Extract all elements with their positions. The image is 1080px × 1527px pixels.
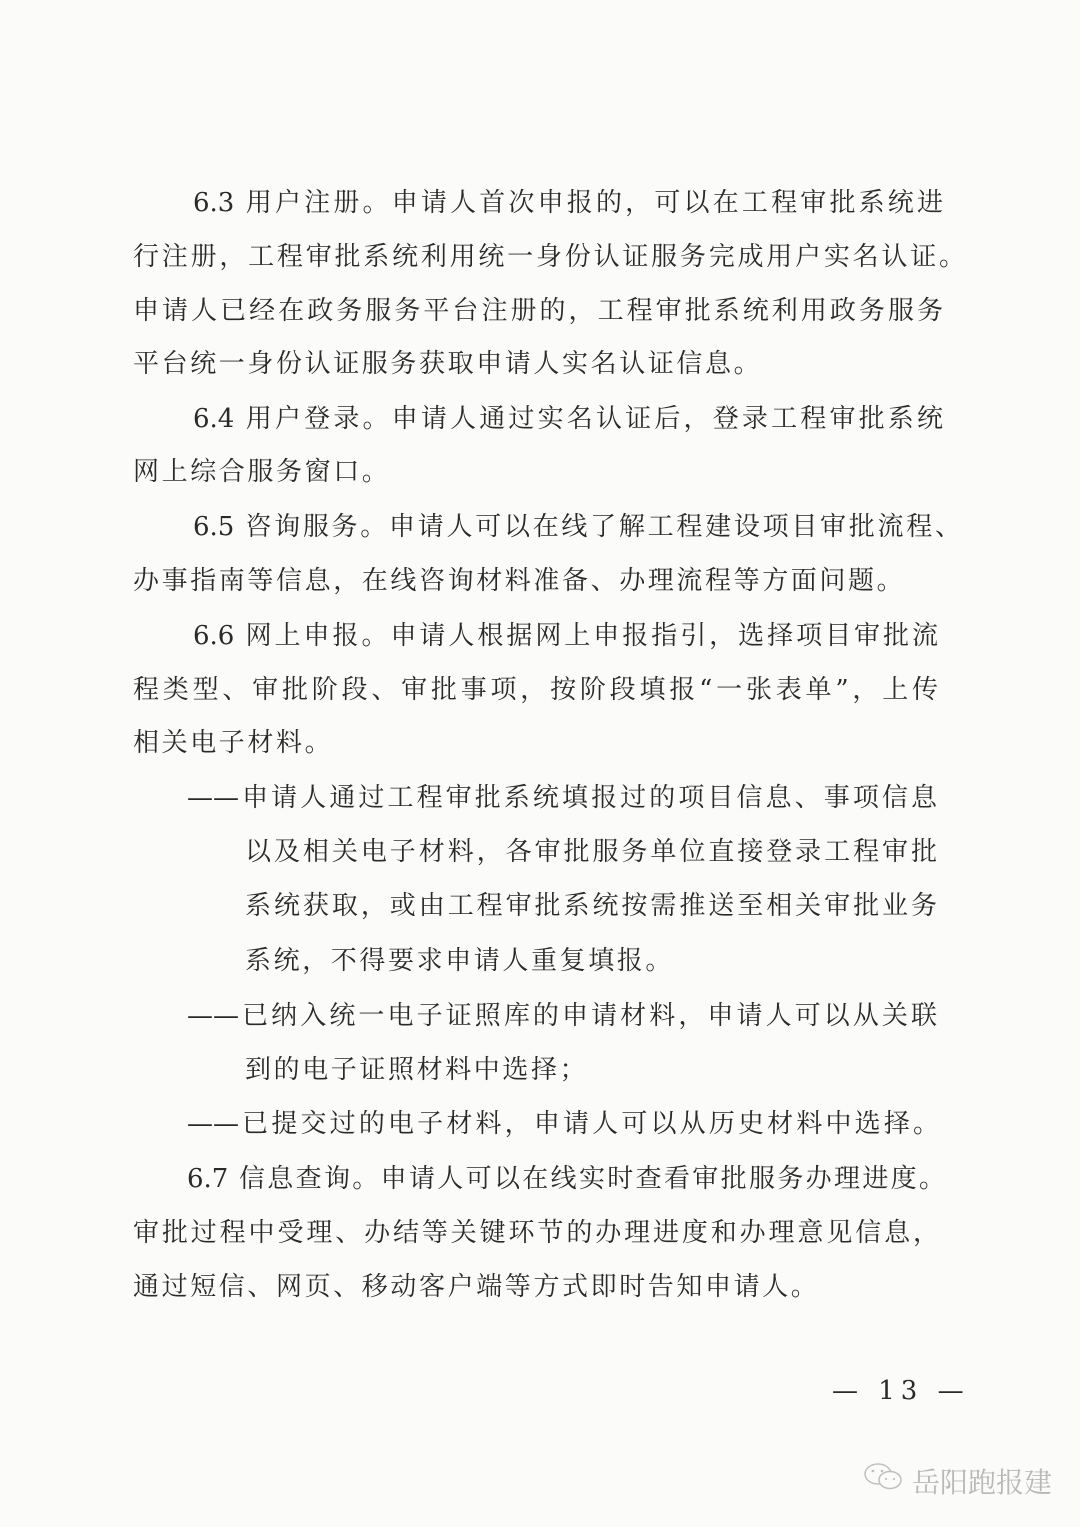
watermark-text: 岳阳跑报建 — [912, 1465, 1053, 1499]
text-line: 以及相关电子材料，各审批服务单位直接登录工程审批 — [245, 837, 937, 867]
text-line: 系统获取，或由工程审批系统按需推送至相关审批业务 — [245, 891, 937, 921]
text-line: 6.3 用户注册。申请人首次申报的，可以在工程审批系统进 — [193, 188, 943, 218]
text-line: ——已提交过的电子材料，申请人可以从历史材料中选择。 — [187, 1109, 939, 1139]
text-line: 审批过程中受理、办结等关键环节的办理进度和办理意见信息， — [133, 1218, 939, 1248]
text-line: 行注册，工程审批系统利用统一身份认证服务完成用户实名认证。 — [133, 242, 965, 272]
text-line: 通过短信、网页、移动客户端等方式即时告知申请人。 — [133, 1272, 820, 1302]
text-line: 网上综合服务窗口。 — [133, 457, 391, 487]
text-line: 6.5 咨询服务。申请人可以在线了解工程建设项目审批流程、 — [193, 512, 961, 542]
text-line: 相关电子材料。 — [133, 728, 334, 758]
text-line: ——已纳入统一电子证照库的申请材料，申请人可以从关联 — [187, 1001, 937, 1031]
page-number: — 13 — — [832, 1376, 970, 1406]
wechat-icon — [862, 1460, 906, 1501]
text-line: 程类型、审批阶段、审批事项，按阶段填报“一张表单”，上传 — [133, 675, 938, 705]
text-line: 系统，不得要求申请人重复填报。 — [245, 946, 675, 976]
text-line: ——申请人通过工程审批系统填报过的项目信息、事项信息 — [187, 783, 937, 813]
text-line: 到的电子证照材料中选择； — [245, 1055, 589, 1085]
text-line: 平台统一身份认证服务获取申请人实名认证信息。 — [133, 349, 763, 379]
text-line: 6.7 信息查询。申请人可以在线实时查看审批服务办理进度。 — [187, 1164, 945, 1194]
text-line: 6.6 网上申报。申请人根据网上申报指引，选择项目审批流 — [193, 621, 938, 651]
text-line: 申请人已经在政务服务平台注册的，工程审批系统利用政务服务 — [133, 296, 943, 326]
text-line: 办事指南等信息，在线咨询材料准备、办理流程等方面问题。 — [133, 566, 906, 596]
watermark — [862, 1460, 1052, 1501]
text-line: 6.4 用户登录。申请人通过实名认证后，登录工程审批系统 — [193, 404, 943, 434]
